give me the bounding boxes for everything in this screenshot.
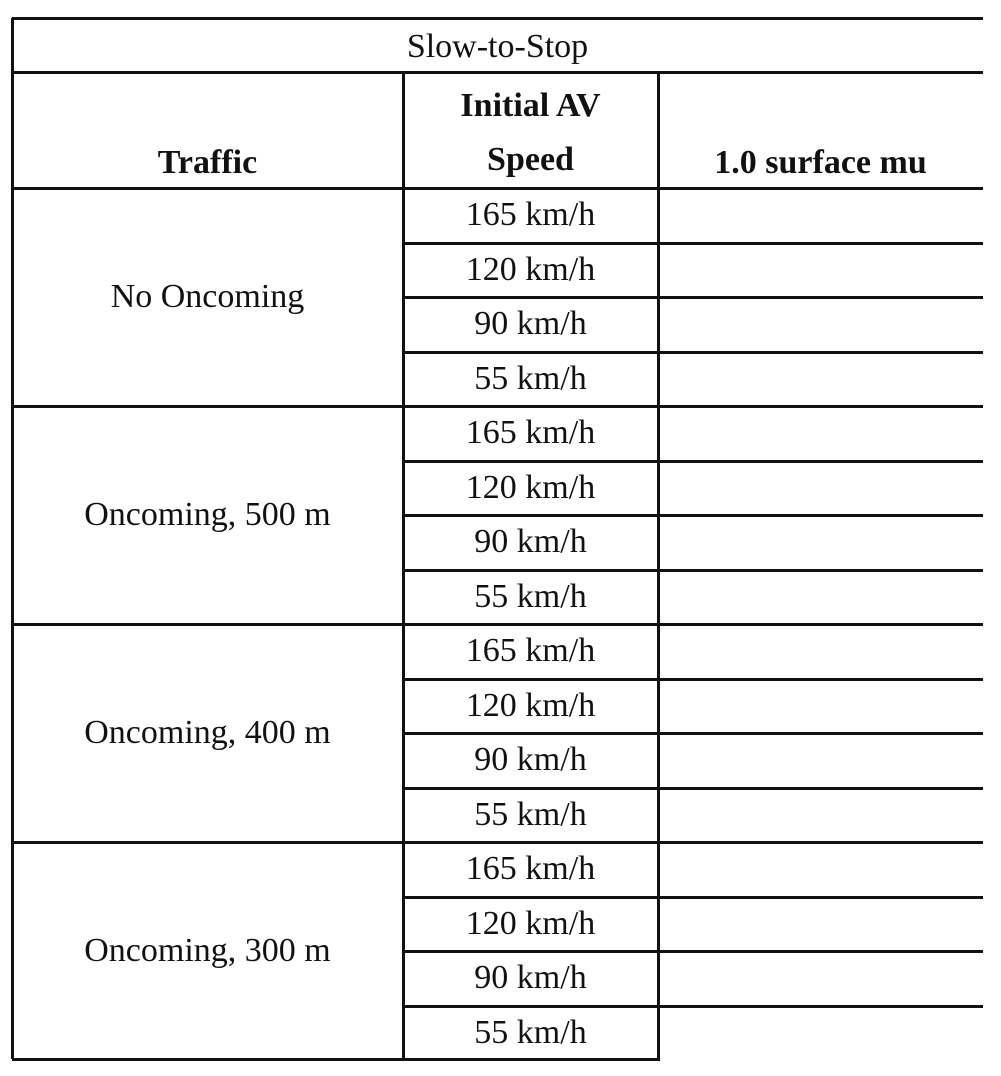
surface-mu-cell <box>658 243 983 298</box>
speed-cell: 55 km/h <box>474 1013 587 1051</box>
table-rule <box>403 460 983 463</box>
table-rule <box>11 18 14 1059</box>
table-rule <box>403 896 983 899</box>
table-rule <box>657 72 660 1059</box>
header-speed-line1: Initial AV <box>460 87 601 124</box>
table-rule <box>402 72 405 1059</box>
table-rule <box>403 351 983 354</box>
surface-mu-cell <box>658 679 983 734</box>
surface-mu-cell <box>658 515 983 570</box>
table-rule <box>12 405 983 408</box>
traffic-group-label: No Oncoming <box>110 278 305 315</box>
surface-mu-cell <box>658 733 983 788</box>
table-rule <box>403 242 983 245</box>
table-rule <box>12 623 983 626</box>
header-initial-av-speed <box>403 78 658 188</box>
table-rule <box>403 514 983 517</box>
surface-mu-cell <box>658 461 983 516</box>
speed-cell: 55 km/h <box>474 359 587 397</box>
table-rule <box>403 950 983 953</box>
speed-cell: 165 km/h <box>465 196 596 234</box>
speed-cell: 120 km/h <box>465 250 596 288</box>
speed-cell: 120 km/h <box>465 904 596 942</box>
speed-cell: 120 km/h <box>465 686 596 724</box>
surface-mu-cell <box>658 897 983 952</box>
table-rule <box>12 71 983 74</box>
surface-mu-cell <box>658 1006 983 1061</box>
header-speed-line2: Speed <box>487 141 574 178</box>
speed-cell: 120 km/h <box>465 468 596 506</box>
table-rule <box>403 787 983 790</box>
speed-cell: 55 km/h <box>474 795 587 833</box>
speed-cell: 165 km/h <box>465 850 596 888</box>
surface-mu-cell <box>658 352 983 407</box>
surface-mu-cell <box>658 406 983 461</box>
surface-mu-cell <box>658 842 983 897</box>
traffic-group-label: Oncoming, 500 m <box>84 496 331 533</box>
speed-cell: 90 km/h <box>474 305 587 343</box>
table-rule <box>403 678 983 681</box>
speed-cell: 90 km/h <box>474 523 587 561</box>
surface-mu-cell <box>658 951 983 1006</box>
speed-cell: 90 km/h <box>474 741 587 779</box>
surface-mu-cell <box>658 297 983 352</box>
traffic-group-label: Oncoming, 300 m <box>84 932 331 969</box>
header-traffic: Traffic <box>157 144 258 181</box>
table-rule <box>403 1005 983 1008</box>
speed-cell: 90 km/h <box>474 959 587 997</box>
surface-mu-cell <box>658 570 983 625</box>
speed-cell: 165 km/h <box>465 632 596 670</box>
surface-mu-cell <box>658 188 983 243</box>
table-rule <box>403 732 983 735</box>
speed-cell: 55 km/h <box>474 577 587 615</box>
header-surface-mu: 1.0 surface mu <box>714 144 927 181</box>
speed-cell: 165 km/h <box>465 414 596 452</box>
table-rule <box>12 187 983 190</box>
table-rule <box>12 1058 660 1061</box>
surface-mu-cell <box>658 788 983 843</box>
surface-mu-cell <box>658 624 983 679</box>
table-title: Slow-to-Stop <box>406 27 589 65</box>
table-rule <box>12 17 983 20</box>
table-rule <box>403 296 983 299</box>
table-rule <box>403 569 983 572</box>
table-rule <box>12 841 983 844</box>
traffic-group-label: Oncoming, 400 m <box>84 714 331 751</box>
